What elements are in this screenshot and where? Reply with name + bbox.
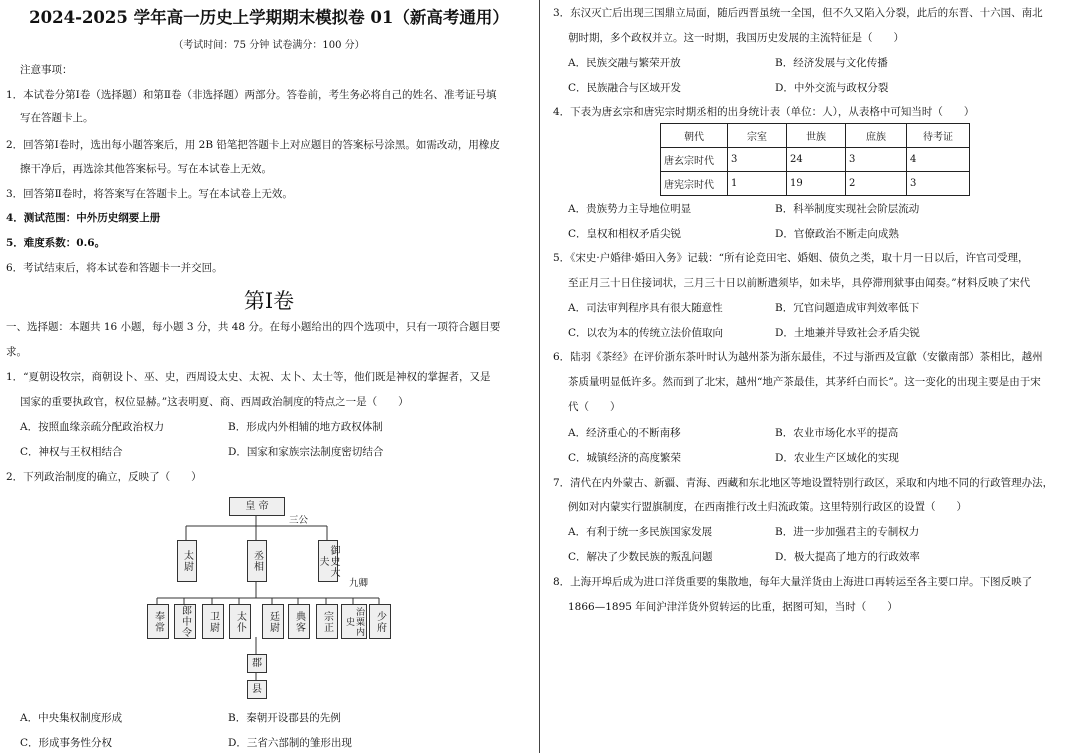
- q4-cell: 24: [787, 148, 846, 172]
- q7-option-c[interactable]: C．解决了少数民族的叛乱问题: [568, 551, 713, 563]
- q5-stem: 5．《宋史·户婚律·婚田入务》记载：“所有论竞田宅、婚姻、债负之类，取十月一日以后，许官司受理，: [553, 252, 1029, 264]
- q4-table: [660, 123, 970, 196]
- note-6: 6．考试结束后，将本试卷和答题卡一并交回。: [6, 262, 223, 274]
- q2-option-a[interactable]: A．中央集权制度形成: [20, 712, 123, 724]
- q2-option-d[interactable]: D．三省六部制的雏形出现: [228, 737, 352, 749]
- note-2: 2．回答第Ⅰ卷时，选出每小题答案后，用 2B 铅笔把答题卡上对应题目的答案标号涂黑。如需改动，用橡皮: [6, 139, 500, 151]
- q2-stem: 2．下列政治制度的确立，反映了（ ）: [6, 471, 202, 483]
- notes-heading: 注意事项：: [20, 64, 73, 76]
- q6-option-b[interactable]: B．农业市场化水平的提高: [775, 427, 899, 439]
- q4-option-b[interactable]: B．科举制度实现社会阶层流动: [775, 203, 920, 215]
- q1-option-a[interactable]: A．按照血缘亲疏分配政治权力: [20, 421, 165, 433]
- q4-table-header: [661, 124, 970, 148]
- q4-th-1: 宗室: [728, 124, 787, 148]
- q5-option-d[interactable]: D．土地兼并导致社会矛盾尖锐: [775, 327, 920, 339]
- q5-stem-cont: 至正月三十日住接词状，三月三十日以前断遣须毕，如未毕，具停滞刑狱事由闻奏。”材料反映了宋代: [568, 277, 1031, 289]
- table-row: [661, 148, 970, 172]
- q8-stem-cont: 1866—1895 年间沪津洋货外贸转运的比重，据图可知，当时（ ）: [568, 601, 898, 613]
- q4-cell: 3: [846, 148, 907, 172]
- q5-option-c[interactable]: C．以农为本的传统立法价值取向: [568, 327, 724, 339]
- q4-th-2: 世族: [787, 124, 846, 148]
- q4-option-d[interactable]: D．官僚政治不断走向成熟: [775, 228, 899, 240]
- org-shaofu: 少府: [369, 604, 391, 639]
- q3-option-d[interactable]: D．中外交流与政权分裂: [775, 82, 889, 94]
- org-fengchang: 奉常: [147, 604, 169, 639]
- q2-option-c[interactable]: C．形成事务性分权: [20, 737, 113, 749]
- table-row: [661, 172, 970, 196]
- q4-th-0: 朝代: [661, 124, 728, 148]
- section-title: 第Ⅰ卷: [243, 289, 295, 313]
- org-dianke: 典客: [288, 604, 310, 639]
- q4-th-4: 待考证: [907, 124, 970, 148]
- q2-option-b[interactable]: B．秦朝开设郡县的先例: [228, 712, 341, 724]
- q5-option-a[interactable]: A．司法审判程序具有很大随意性: [568, 302, 723, 314]
- q8-stem: 8．上海开埠后成为进口洋货重要的集散地，每年大量洋货由上海进口再转运至各主要口岸。下图反映了: [553, 576, 1033, 588]
- org-label-sangong: 三公: [289, 515, 309, 526]
- q3-stem-cont: 朝时期，多个政权并立。这一时期，我国历史发展的主流特征是（ ）: [568, 32, 904, 44]
- q1-option-c[interactable]: C．神权与王权相结合: [20, 446, 123, 458]
- q5-option-b[interactable]: B．冗官问题造成审判效率低下: [775, 302, 920, 314]
- q4-cell: 3: [907, 172, 970, 196]
- q3-stem: 3．东汉灭亡后出现三国鼎立局面，随后西晋虽统一全国，但不久又陷入分裂，此后的东晋、十六国、南北: [553, 7, 1043, 19]
- org-tingwei: 廷尉: [262, 604, 284, 639]
- org-zhisuneishi: 治粟内史: [341, 604, 367, 639]
- q4-cell: 唐宪宗时代: [661, 172, 728, 196]
- q3-option-c[interactable]: C．民族融合与区域开发: [568, 82, 682, 94]
- note-4: 4．测试范围：中外历史纲要上册: [6, 212, 161, 224]
- org-jun: 郡: [247, 654, 267, 673]
- q4-cell: 19: [787, 172, 846, 196]
- note-3: 3．回答第Ⅱ卷时，将答案写在答题卡上。写在本试卷上无效。: [6, 188, 293, 200]
- q7-option-b[interactable]: B．进一步加强君主的专制权力: [775, 526, 920, 538]
- org-emperor: 皇 帝: [229, 497, 285, 516]
- q6-stem-cont: 茶质量明显低许多。然而到了北宋，越州“地产茶最佳，其茅纤白而长”。这一变化的出现主要是由于宋: [568, 376, 1041, 388]
- q1-stem: 1．“夏朝设牧宗，商朝设卜、巫、史，西周设太史、太祝、太卜、太士等，他们既是神权的掌握者，又是: [6, 371, 491, 383]
- q6-option-c[interactable]: C．城镇经济的高度繁荣: [568, 452, 682, 464]
- org-langzhongling: 郎中令: [174, 604, 196, 639]
- q7-option-d[interactable]: D．极大提高了地方的行政效率: [775, 551, 920, 563]
- org-chengxiang: 丞相: [247, 540, 267, 582]
- q1-option-b[interactable]: B．形成内外相辅的地方政权体制: [228, 421, 383, 433]
- note-5: 5．难度系数：0.6。: [6, 237, 106, 249]
- q7-stem: 7．清代在内外蒙古、新疆、青海、西藏和东北地区等地设置特别行政区，采取和内地不同的行政管理办法，: [553, 477, 1054, 489]
- note-2-cont: 擦干净后，再选涂其他答案标号。写在本试卷上无效。: [20, 163, 272, 175]
- org-xian: 县: [247, 680, 267, 699]
- q7-option-a[interactable]: A．有利于统一多民族国家发展: [568, 526, 713, 538]
- q1-stem-cont: 国家的重要执政官，权位显赫。”这表明夏、商、西周政治制度的特点之一是（ ）: [20, 396, 409, 408]
- q4-cell: 4: [907, 148, 970, 172]
- q1-option-d[interactable]: D．国家和家族宗法制度密切结合: [228, 446, 384, 458]
- note-1: 1．本试卷分第Ⅰ卷（选择题）和第Ⅱ卷（非选择题）两部分。答卷前，考生务必将自己的姓名、准考证号填: [6, 89, 497, 101]
- q7-stem-cont: 例如对内蒙实行盟旗制度，在西南推行改土归流政策。这里特别行政区的设置（ ）: [568, 501, 967, 513]
- org-zongzheng: 宗正: [316, 604, 338, 639]
- q6-option-a[interactable]: A．经济重心的不断南移: [568, 427, 681, 439]
- q4-cell: 2: [846, 172, 907, 196]
- q4-cell: 1: [728, 172, 787, 196]
- q4-cell: 3: [728, 148, 787, 172]
- org-yushidafu: 御史大夫: [318, 540, 338, 582]
- exam-info: （考试时间：75 分钟 试卷满分：100 分）: [173, 40, 365, 51]
- q4-option-c[interactable]: C．皇权和相权矛盾尖锐: [568, 228, 682, 240]
- org-label-jiuqing: 九卿: [349, 578, 369, 589]
- q6-stem: 6．陆羽《茶经》在评价浙东茶叶时认为越州茶为浙东最佳，不过与浙西及宣歙（安徽南部）茶相比，越州: [553, 351, 1043, 363]
- section-instructions-cont: 求。: [6, 346, 27, 358]
- org-taiwei: 太尉: [177, 540, 197, 582]
- org-chart-lines: [0, 0, 538, 700]
- org-taipu: 太仆: [229, 604, 251, 639]
- q3-option-b[interactable]: B．经济发展与文化传播: [775, 57, 888, 69]
- q4-option-a[interactable]: A．贵族势力主导地位明显: [568, 203, 692, 215]
- page-title: 2024-2025 学年高一历史上学期期末模拟卷 01（新高考通用）: [29, 8, 509, 27]
- column-divider: [539, 0, 540, 753]
- org-weiwei: 卫尉: [202, 604, 224, 639]
- q4-stem: 4．下表为唐玄宗和唐宪宗时期丞相的出身统计表（单位：人），从表格中可知当时（ ）: [553, 106, 975, 118]
- q4-th-3: 庶族: [846, 124, 907, 148]
- note-1-cont: 写在答题卡上。: [20, 112, 94, 124]
- section-instructions: 一、选择题：本题共 16 小题，每小题 3 分，共 48 分。在每小题给出的四个选项中，只有一项符合题目要: [6, 321, 501, 333]
- q4-cell: 唐玄宗时代: [661, 148, 728, 172]
- q3-option-a[interactable]: A．民族交融与繁荣开放: [568, 57, 681, 69]
- q6-option-d[interactable]: D．农业生产区域化的实现: [775, 452, 899, 464]
- q6-stem-cont-2: 代（ ）: [568, 401, 621, 413]
